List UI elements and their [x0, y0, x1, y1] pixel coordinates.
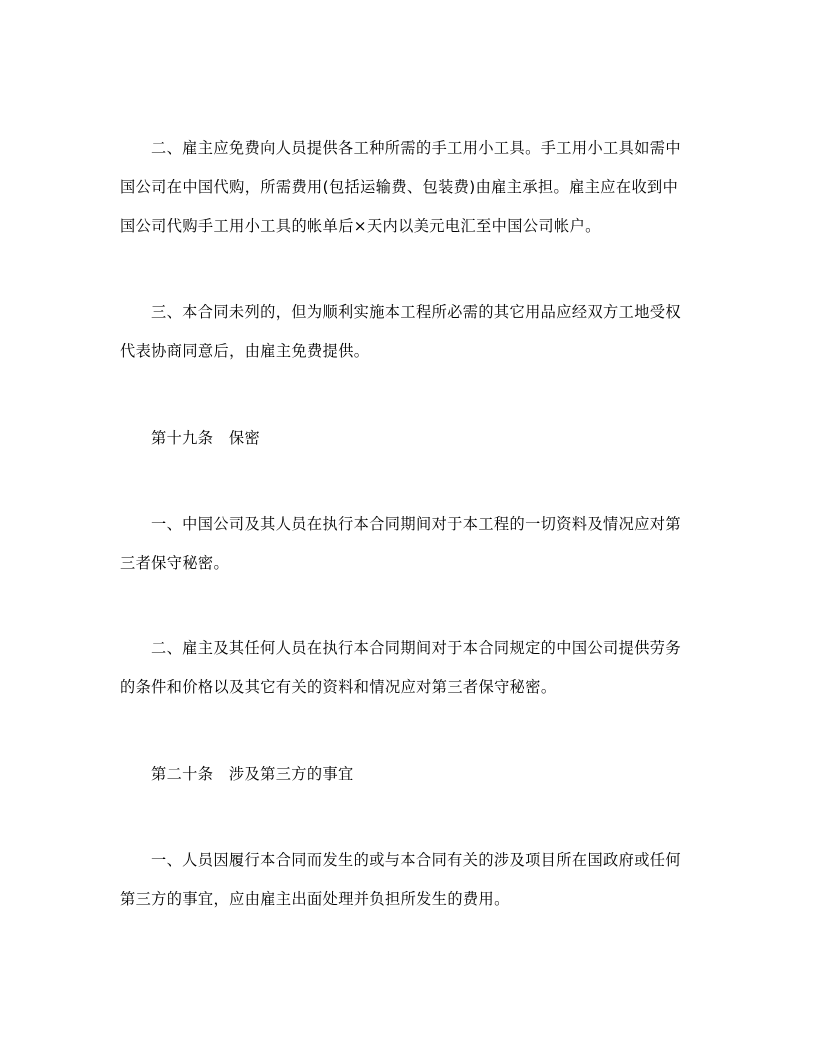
text-line: 三、本合同未列的，但为顺利实施本工程所必需的其它用品应经双方工地受权 — [151, 303, 681, 321]
paragraph-confidential-china — [120, 505, 696, 583]
text-line: 国公司代购手工用小工具的帐单后×天内以美元电汇至中国公司帐户。 — [120, 217, 601, 235]
paragraph-third-party — [120, 841, 696, 919]
text-line: 一、人员因履行本合同而发生的或与本合同有关的涉及项目所在国政府或任何 — [151, 851, 681, 869]
text-line: 三者保守秘密。 — [120, 554, 230, 572]
text-line: 的条件和价格以及其它有关的资料和情况应对第三者保守秘密。 — [120, 678, 557, 696]
text-line: 第三方的事宜，应由雇主出面处理并负担所发生的费用。 — [120, 890, 510, 908]
text-line: 国公司在中国代购，所需费用(包括运输费、包装费)由雇主承担。雇主应在收到中 — [120, 178, 679, 196]
article-19-heading: 第十九条 保密 — [151, 429, 261, 447]
paragraph-employer-tools — [120, 129, 696, 246]
text-line: 一、中国公司及其人员在执行本合同期间对于本工程的一切资料及情况应对第 — [151, 515, 681, 533]
text-line: 二、雇主及其任何人员在执行本合同期间对于本合同规定的中国公司提供劳务 — [151, 639, 681, 657]
article-20-heading: 第二十条 涉及第三方的事宜 — [151, 765, 354, 783]
document-page — [120, 0, 696, 1056]
paragraph-other-supplies — [120, 293, 696, 371]
paragraph-confidential-employer — [120, 629, 696, 707]
text-line: 二、雇主应免费向人员提供各工种所需的手工用小工具。手工用小工具如需中 — [151, 139, 681, 157]
text-line: 代表协商同意后，由雇主免费提供。 — [120, 342, 370, 360]
